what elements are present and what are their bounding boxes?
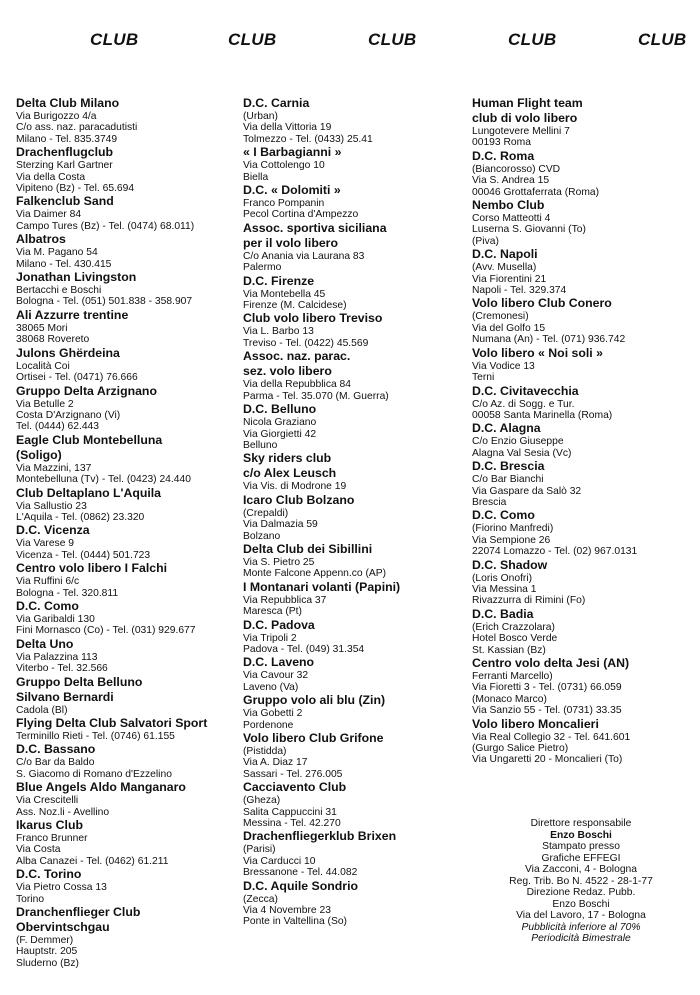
- club-address-line: Bressanone - Tel. 44.082: [243, 867, 358, 879]
- club-entry: [243, 274, 400, 312]
- club-address-line: Via Montebella 45: [243, 288, 326, 300]
- club-name: Gruppo volo ali blu (Zin): [243, 693, 386, 708]
- club-name: (Soligo): [16, 447, 62, 462]
- club-name: Eagle Club Montebelluna: [16, 432, 163, 447]
- club-address-line: Via Garibaldi 130: [16, 613, 95, 625]
- club-name: D.C. Bassano: [16, 742, 96, 757]
- club-address-line: Via Tripoli 2: [243, 632, 297, 644]
- club-address-line: C/o Az. di Sogg. e Tur.: [472, 398, 575, 410]
- club-address-line: Sterzing Karl Gartner: [16, 160, 113, 172]
- club-address-line: Costa D'Arzignano (Vi): [16, 409, 121, 421]
- club-address-line: Montebelluna (Tv) - Tel. (0423) 24.440: [16, 474, 191, 486]
- club-entry: [472, 198, 637, 247]
- club-name: Centro volo delta Jesi (AN): [472, 656, 630, 670]
- club-address-line: (Gurgo Salice Pietro): [472, 743, 569, 755]
- club-name: D.C. Shadow: [472, 557, 548, 572]
- club-name: Dranchenflieger Club: [16, 905, 141, 920]
- club-column-left: [16, 96, 207, 969]
- header-club-1: CLUB: [90, 30, 139, 49]
- club-address-line: (Monaco Marco): [472, 693, 547, 705]
- club-name: Flying Delta Club Salvatori Sport: [16, 716, 208, 730]
- club-address-line: (Pistidda): [243, 746, 287, 757]
- club-entry: [243, 655, 400, 693]
- club-address-line: Pecol Cortina d'Ampezzo: [243, 209, 359, 221]
- club-entry: [16, 742, 207, 780]
- club-name: Volo libero Moncalieri: [472, 716, 599, 731]
- club-entry: [16, 308, 207, 346]
- club-entry: [16, 818, 207, 867]
- club-address-line: 00193 Roma: [472, 137, 531, 149]
- club-name: Silvano Bernardi: [16, 689, 114, 704]
- club-address-line: Via Fiorentini 21: [472, 273, 547, 285]
- colophon-line: Pubblicità inferiore al 70%: [521, 921, 641, 933]
- club-address-line: Via Sanzio 55 - Tel. (0731) 33.35: [472, 705, 622, 717]
- header-club-4: CLUB: [508, 30, 557, 49]
- club-address-line: S. Giacomo di Romano d'Ezzelino: [16, 768, 172, 780]
- colophon-line: Periodicità Bimestrale: [531, 933, 631, 944]
- club-name: D.C. Roma: [472, 148, 535, 163]
- club-address-line: Bertacchi e Boschi: [16, 285, 102, 297]
- colophon-line: Via Zacconi, 4 - Bologna: [525, 864, 637, 875]
- club-name: Volo libero « Noi soli »: [472, 345, 603, 360]
- club-entry: [472, 558, 637, 607]
- club-name: Falkenclub Sand: [16, 194, 114, 209]
- club-address-line: (Piva): [472, 235, 499, 247]
- club-entry: [243, 145, 400, 183]
- club-address-line: Via Giorgietti 42: [243, 428, 317, 440]
- club-address-line: Nicola Graziano: [243, 417, 317, 429]
- club-entry: [16, 486, 207, 524]
- club-address-line: Sluderno (Bz): [16, 957, 79, 969]
- club-address-line: Alba Canazei - Tel. (0462) 61.211: [16, 855, 169, 867]
- club-name: Human Flight team: [472, 96, 583, 110]
- club-address-line: Terni: [472, 372, 495, 384]
- club-name: Gruppo Delta Arzignano: [16, 383, 157, 398]
- club-address-line: (Crepaldi): [243, 507, 289, 519]
- club-address-line: Via della Costa: [16, 171, 86, 183]
- club-address-line: Via Vis. di Modrone 19: [243, 481, 347, 493]
- club-entry: [16, 905, 207, 969]
- club-name: D.C. Laveno: [243, 655, 315, 670]
- club-address-line: Pordenone: [243, 719, 294, 731]
- club-address-line: Laveno (Va): [243, 681, 299, 693]
- club-name: Obervintschgau: [16, 920, 110, 935]
- club-address-line: Via Sempione 26: [472, 534, 551, 546]
- club-address-line: Via S. Andrea 15: [472, 175, 550, 187]
- club-address-line: Via Cottolengo 10: [243, 160, 325, 172]
- club-entry: [243, 311, 400, 349]
- club-address-line: Via della Repubblica 84: [243, 379, 352, 391]
- club-address-line: Via Gobetti 2: [243, 708, 303, 720]
- club-entry: [243, 879, 400, 928]
- club-address-line: Belluno: [243, 439, 278, 451]
- club-name: D.C. Firenze: [243, 273, 315, 288]
- club-entry: [243, 349, 400, 402]
- club-address-line: C/o ass. naz. paracadutisti: [16, 122, 138, 134]
- club-name: D.C. Napoli: [472, 247, 538, 262]
- club-entry: [472, 656, 637, 717]
- club-entry: [472, 717, 637, 766]
- club-entry: [16, 232, 207, 270]
- club-address-line: Corso Matteotti 4: [472, 213, 551, 225]
- club-entry: [243, 829, 400, 878]
- club-address-line: 00058 Santa Marinella (Roma): [472, 409, 613, 421]
- club-address-line: L'Aquila - Tel. (0862) 23.320: [16, 511, 145, 523]
- club-address-line: Via Fioretti 3 - Tel. (0731) 66.059: [472, 682, 622, 694]
- club-name: Ikarus Club: [16, 818, 83, 833]
- club-column-right: [472, 96, 637, 766]
- club-address-line: Torino: [16, 893, 45, 905]
- club-name: Sky riders club: [243, 451, 332, 466]
- club-name: Club volo libero Treviso: [243, 311, 383, 326]
- club-entry: [16, 194, 207, 232]
- club-entry: [472, 508, 637, 557]
- club-address-line: Ferranti Marcello): [472, 671, 553, 682]
- club-address-line: Via Real Collegio 32 - Tel. 641.601: [472, 731, 631, 743]
- club-name: per il volo libero: [243, 235, 338, 250]
- club-address-line: Messina - Tel. 42.270: [243, 818, 341, 830]
- club-address-line: Treviso - Tel. (0422) 45.569: [243, 337, 369, 349]
- club-name: « I Barbagianni »: [243, 145, 342, 160]
- club-address-line: Napoli - Tel. 329.374: [472, 285, 567, 297]
- club-address-line: Biella: [243, 171, 269, 183]
- club-address-line: (Urban): [243, 111, 278, 122]
- club-entry: [16, 433, 207, 486]
- club-address-line: Bologna - Tel. 320.811: [16, 587, 119, 599]
- club-entry: [16, 675, 207, 716]
- club-address-line: (Loris Onofri): [472, 572, 533, 584]
- club-address-line: Via A. Diaz 17: [243, 757, 308, 769]
- club-address-line: C/o Bar da Baldo: [16, 757, 95, 769]
- club-entry: [243, 96, 400, 145]
- club-entry: [16, 96, 207, 145]
- club-name: club di volo libero: [472, 111, 578, 125]
- club-address-line: Via Gaspare da Salò 32: [472, 485, 582, 497]
- club-address-line: Numana (An) - Tel. (071) 936.742: [472, 334, 626, 346]
- club-address-line: Lungotevere Mellini 7: [472, 126, 570, 137]
- club-name: c/o Alex Leusch: [243, 466, 337, 481]
- club-address-line: 00046 Grottaferrata (Roma): [472, 186, 600, 198]
- club-name: D.C. Alagna: [472, 421, 541, 436]
- club-name: Blue Angels Aldo Manganaro: [16, 780, 186, 795]
- club-address-line: Milano - Tel. 430.415: [16, 258, 112, 270]
- club-entry: [243, 451, 400, 492]
- club-address-line: Padova - Tel. (049) 31.354: [243, 643, 365, 655]
- club-name: D.C. Carnia: [243, 96, 310, 110]
- club-address-line: Via del Golfo 15: [472, 322, 546, 334]
- club-address-line: Ponte in Valtellina (So): [243, 916, 347, 928]
- club-address-line: Via della Vittoria 19: [243, 122, 332, 134]
- club-address-line: Via Dalmazia 59: [243, 519, 318, 531]
- club-name: Volo libero Club Conero: [472, 296, 612, 311]
- club-address-line: Via Repubblica 37: [243, 594, 327, 606]
- club-address-line: Via Pietro Cossa 13: [16, 882, 107, 894]
- club-address-line: Firenze (M. Calcidese): [243, 300, 347, 312]
- club-entry: [472, 384, 637, 422]
- club-address-line: C/o Bar Bianchi: [472, 474, 544, 486]
- club-address-line: Ass. Noz.li - Avellino: [16, 806, 110, 818]
- club-entry: [243, 618, 400, 656]
- club-address-line: (Avv. Musella): [472, 262, 537, 274]
- club-address-line: Via Vodice 13: [472, 360, 535, 372]
- club-address-line: Luserna S. Giovanni (To): [472, 224, 586, 236]
- club-entry: [243, 493, 400, 542]
- club-address-line: Palermo: [243, 262, 282, 274]
- club-entry: [472, 459, 637, 508]
- club-address-line: Sassari - Tel. 276.005: [243, 768, 343, 780]
- club-entry: [16, 867, 207, 905]
- club-name: D.C. Torino: [16, 867, 82, 882]
- club-address-line: Maresca (Pt): [243, 606, 302, 618]
- club-name: Delta Club dei Sibillini: [243, 541, 373, 556]
- club-address-line: Tel. (0444) 62.443: [16, 421, 100, 433]
- club-name: Volo libero Club Grifone: [243, 731, 384, 745]
- club-entry: [243, 183, 400, 221]
- club-address-line: Via Cavour 32: [243, 670, 309, 682]
- club-entry: [16, 561, 207, 599]
- club-name: Ali Azzurre trentine: [16, 307, 129, 322]
- club-address-line: Vipiteno (Bz) - Tel. 65.694: [16, 183, 135, 195]
- club-address-line: Località Coi: [16, 360, 70, 372]
- club-address-line: Via S. Pietro 25: [243, 556, 315, 568]
- club-name: D.C. Padova: [243, 617, 315, 632]
- club-entry: [243, 580, 400, 618]
- club-entry: [472, 607, 637, 656]
- colophon-line: Direzione Redaz. Pubb.: [526, 887, 636, 898]
- club-name: Drachenflugclub: [16, 145, 114, 160]
- club-address-line: Via Betulle 2: [16, 398, 74, 410]
- club-address-line: C/o Anania via Laurana 83: [243, 250, 365, 262]
- club-address-line: Via 4 Novembre 23: [243, 905, 331, 917]
- club-entry: [472, 149, 637, 198]
- club-name: D.C. Civitavecchia: [472, 383, 579, 398]
- club-address-line: Monte Falcone Appenn.co (AP): [243, 568, 387, 580]
- club-address-line: Campo Tures (Bz) - Tel. (0474) 68.011): [16, 220, 195, 232]
- club-address-line: Franco Brunner: [16, 833, 88, 845]
- club-address-line: 38065 Mori: [16, 322, 68, 334]
- club-address-line: 22074 Lomazzo - Tel. (02) 967.0131: [472, 546, 638, 558]
- club-name: Nembo Club: [472, 198, 545, 213]
- club-entry: [243, 221, 400, 274]
- club-entry: [243, 542, 400, 580]
- club-address-line: Salita Cappuccini 31: [243, 806, 337, 818]
- club-name: Icaro Club Bolzano: [243, 492, 355, 507]
- club-address-line: Via Palazzina 113: [16, 651, 98, 663]
- club-name: D.C. Belluno: [243, 402, 317, 417]
- club-entry: [16, 637, 207, 675]
- club-address-line: Alagna Val Sesia (Vc): [472, 447, 572, 459]
- club-address-line: Vicenza - Tel. (0444) 501.723: [16, 549, 151, 561]
- club-address-line: Bologna - Tel. (051) 501.838 - 358.907: [16, 296, 193, 308]
- club-entry: [16, 716, 207, 742]
- club-address-line: Via L. Barbo 13: [243, 326, 314, 338]
- club-address-line: (Biancorosso) CVD: [472, 163, 561, 175]
- club-address-line: (Gheza): [243, 795, 281, 807]
- club-address-line: Rivazzurra di Rimini (Fo): [472, 595, 586, 607]
- club-address-line: Via Mazzini, 137: [16, 462, 92, 474]
- club-name: Centro volo libero I Falchi: [16, 561, 167, 576]
- club-address-line: Franco Pompanin: [243, 198, 325, 210]
- club-name: sez. volo libero: [243, 364, 332, 379]
- club-name: Club Deltaplano L'Aquila: [16, 485, 162, 500]
- club-address-line: St. Kassian (Bz): [472, 644, 546, 656]
- club-address-line: Brescia: [472, 496, 507, 508]
- club-name: Julons Ghërdeina: [16, 345, 120, 360]
- club-address-line: Terminillo Rieti - Tel. (0746) 61.155: [16, 731, 175, 742]
- club-name: Drachenfliegerklub Brixen: [243, 829, 397, 844]
- club-name: Assoc. naz. parac.: [243, 349, 351, 364]
- club-entry: [243, 780, 400, 829]
- club-address-line: Via Ruffini 6/c: [16, 576, 80, 588]
- club-address-line: Via Daimer 84: [16, 209, 82, 221]
- colophon-line: Stampato presso: [542, 841, 620, 852]
- club-entry: [16, 270, 207, 308]
- header-club-2: CLUB: [228, 30, 277, 49]
- club-entry: [472, 247, 637, 296]
- club-name: D.C. « Dolomiti »: [243, 183, 341, 198]
- club-address-line: Via Crescitelli: [16, 795, 79, 807]
- header-club-5: CLUB: [638, 30, 687, 49]
- club-address-line: Via Varese 9: [16, 538, 75, 550]
- club-address-line: Tolmezzo - Tel. (0433) 25.41: [243, 133, 373, 145]
- club-name: D.C. Brescia: [472, 459, 545, 474]
- club-entry: [16, 780, 207, 818]
- club-address-line: Via Sallustio 23: [16, 500, 87, 512]
- club-address-line: (F. Demmer): [16, 935, 74, 947]
- club-column-middle: [243, 96, 400, 928]
- club-entry: [243, 731, 400, 780]
- club-address-line: (Parisi): [243, 844, 276, 856]
- club-address-line: Parma - Tel. 35.070 (M. Guerra): [243, 390, 389, 402]
- header-club-3: CLUB: [368, 30, 417, 49]
- club-address-line: (Zecca): [243, 893, 278, 905]
- colophon-line: Enzo Boschi: [550, 829, 612, 841]
- club-address-line: Bolzano: [243, 530, 281, 542]
- club-address-line: Viterbo - Tel. 32.566: [16, 663, 108, 675]
- club-name: D.C. Como: [16, 598, 79, 613]
- club-address-line: Via Burigozzo 4/a: [16, 111, 97, 122]
- club-name: Delta Uno: [16, 636, 74, 651]
- club-address-line: Fini Mornasco (Co) - Tel. (031) 929.677: [16, 625, 196, 637]
- club-address-line: Hauptstr. 205: [16, 946, 78, 958]
- club-address-line: Via Costa: [16, 844, 61, 856]
- club-entry: [16, 599, 207, 637]
- colophon-line: Direttore responsabile: [530, 818, 632, 829]
- colophon-line: Via del Lavoro, 17 - Bologna: [516, 910, 646, 921]
- club-address-line: Milano - Tel. 835.3749: [16, 133, 118, 145]
- club-entry: [472, 421, 637, 459]
- club-address-line: Cadola (Bl): [16, 704, 68, 716]
- club-address-line: C/o Enzio Giuseppe: [472, 436, 564, 448]
- club-entry: [16, 384, 207, 433]
- club-address-line: Via Ungaretti 20 - Moncalieri (To): [472, 754, 623, 766]
- club-address-line: Via M. Pagano 54: [16, 247, 98, 259]
- club-address-line: (Fiorino Manfredi): [472, 523, 554, 535]
- colophon-line: Grafiche EFFEGI: [541, 852, 621, 864]
- club-name: Cacciavento Club: [243, 780, 347, 795]
- colophon-line: Enzo Boschi: [552, 898, 610, 910]
- club-address-line: (Erich Crazzolara): [472, 621, 555, 633]
- club-entry: [16, 523, 207, 561]
- colophon-line: Reg. Trib. Bo N. 4522 - 28-1-77: [509, 875, 653, 887]
- club-address-line: Via Carducci 10: [243, 855, 316, 867]
- club-name: Delta Club Milano: [16, 96, 120, 110]
- club-name: Jonathan Livingston: [16, 270, 137, 285]
- club-address-line: Hotel Bosco Verde: [472, 633, 558, 645]
- club-name: D.C. Aquile Sondrio: [243, 878, 358, 893]
- club-name: Albatros: [16, 232, 66, 247]
- club-entry: [472, 96, 637, 149]
- club-name: D.C. Vicenza: [16, 523, 90, 538]
- club-name: D.C. Badia: [472, 606, 534, 621]
- club-address-line: 38068 Rovereto: [16, 334, 90, 346]
- club-address-line: (Cremonesi): [472, 311, 529, 323]
- club-entry: [243, 693, 400, 731]
- colophon: [488, 818, 674, 945]
- club-address-line: Via Messina 1: [472, 583, 537, 595]
- club-address-line: Ortisei - Tel. (0471) 76.666: [16, 372, 138, 384]
- club-entry: [16, 346, 207, 384]
- club-name: D.C. Como: [472, 508, 535, 523]
- club-name: I Montanari volanti (Papini): [243, 579, 401, 594]
- club-entry: [472, 346, 637, 384]
- club-name: Gruppo Delta Belluno: [16, 674, 143, 689]
- club-name: Assoc. sportiva siciliana: [243, 220, 387, 235]
- club-entry: [16, 145, 207, 194]
- club-entry: [472, 296, 637, 345]
- club-entry: [243, 402, 400, 451]
